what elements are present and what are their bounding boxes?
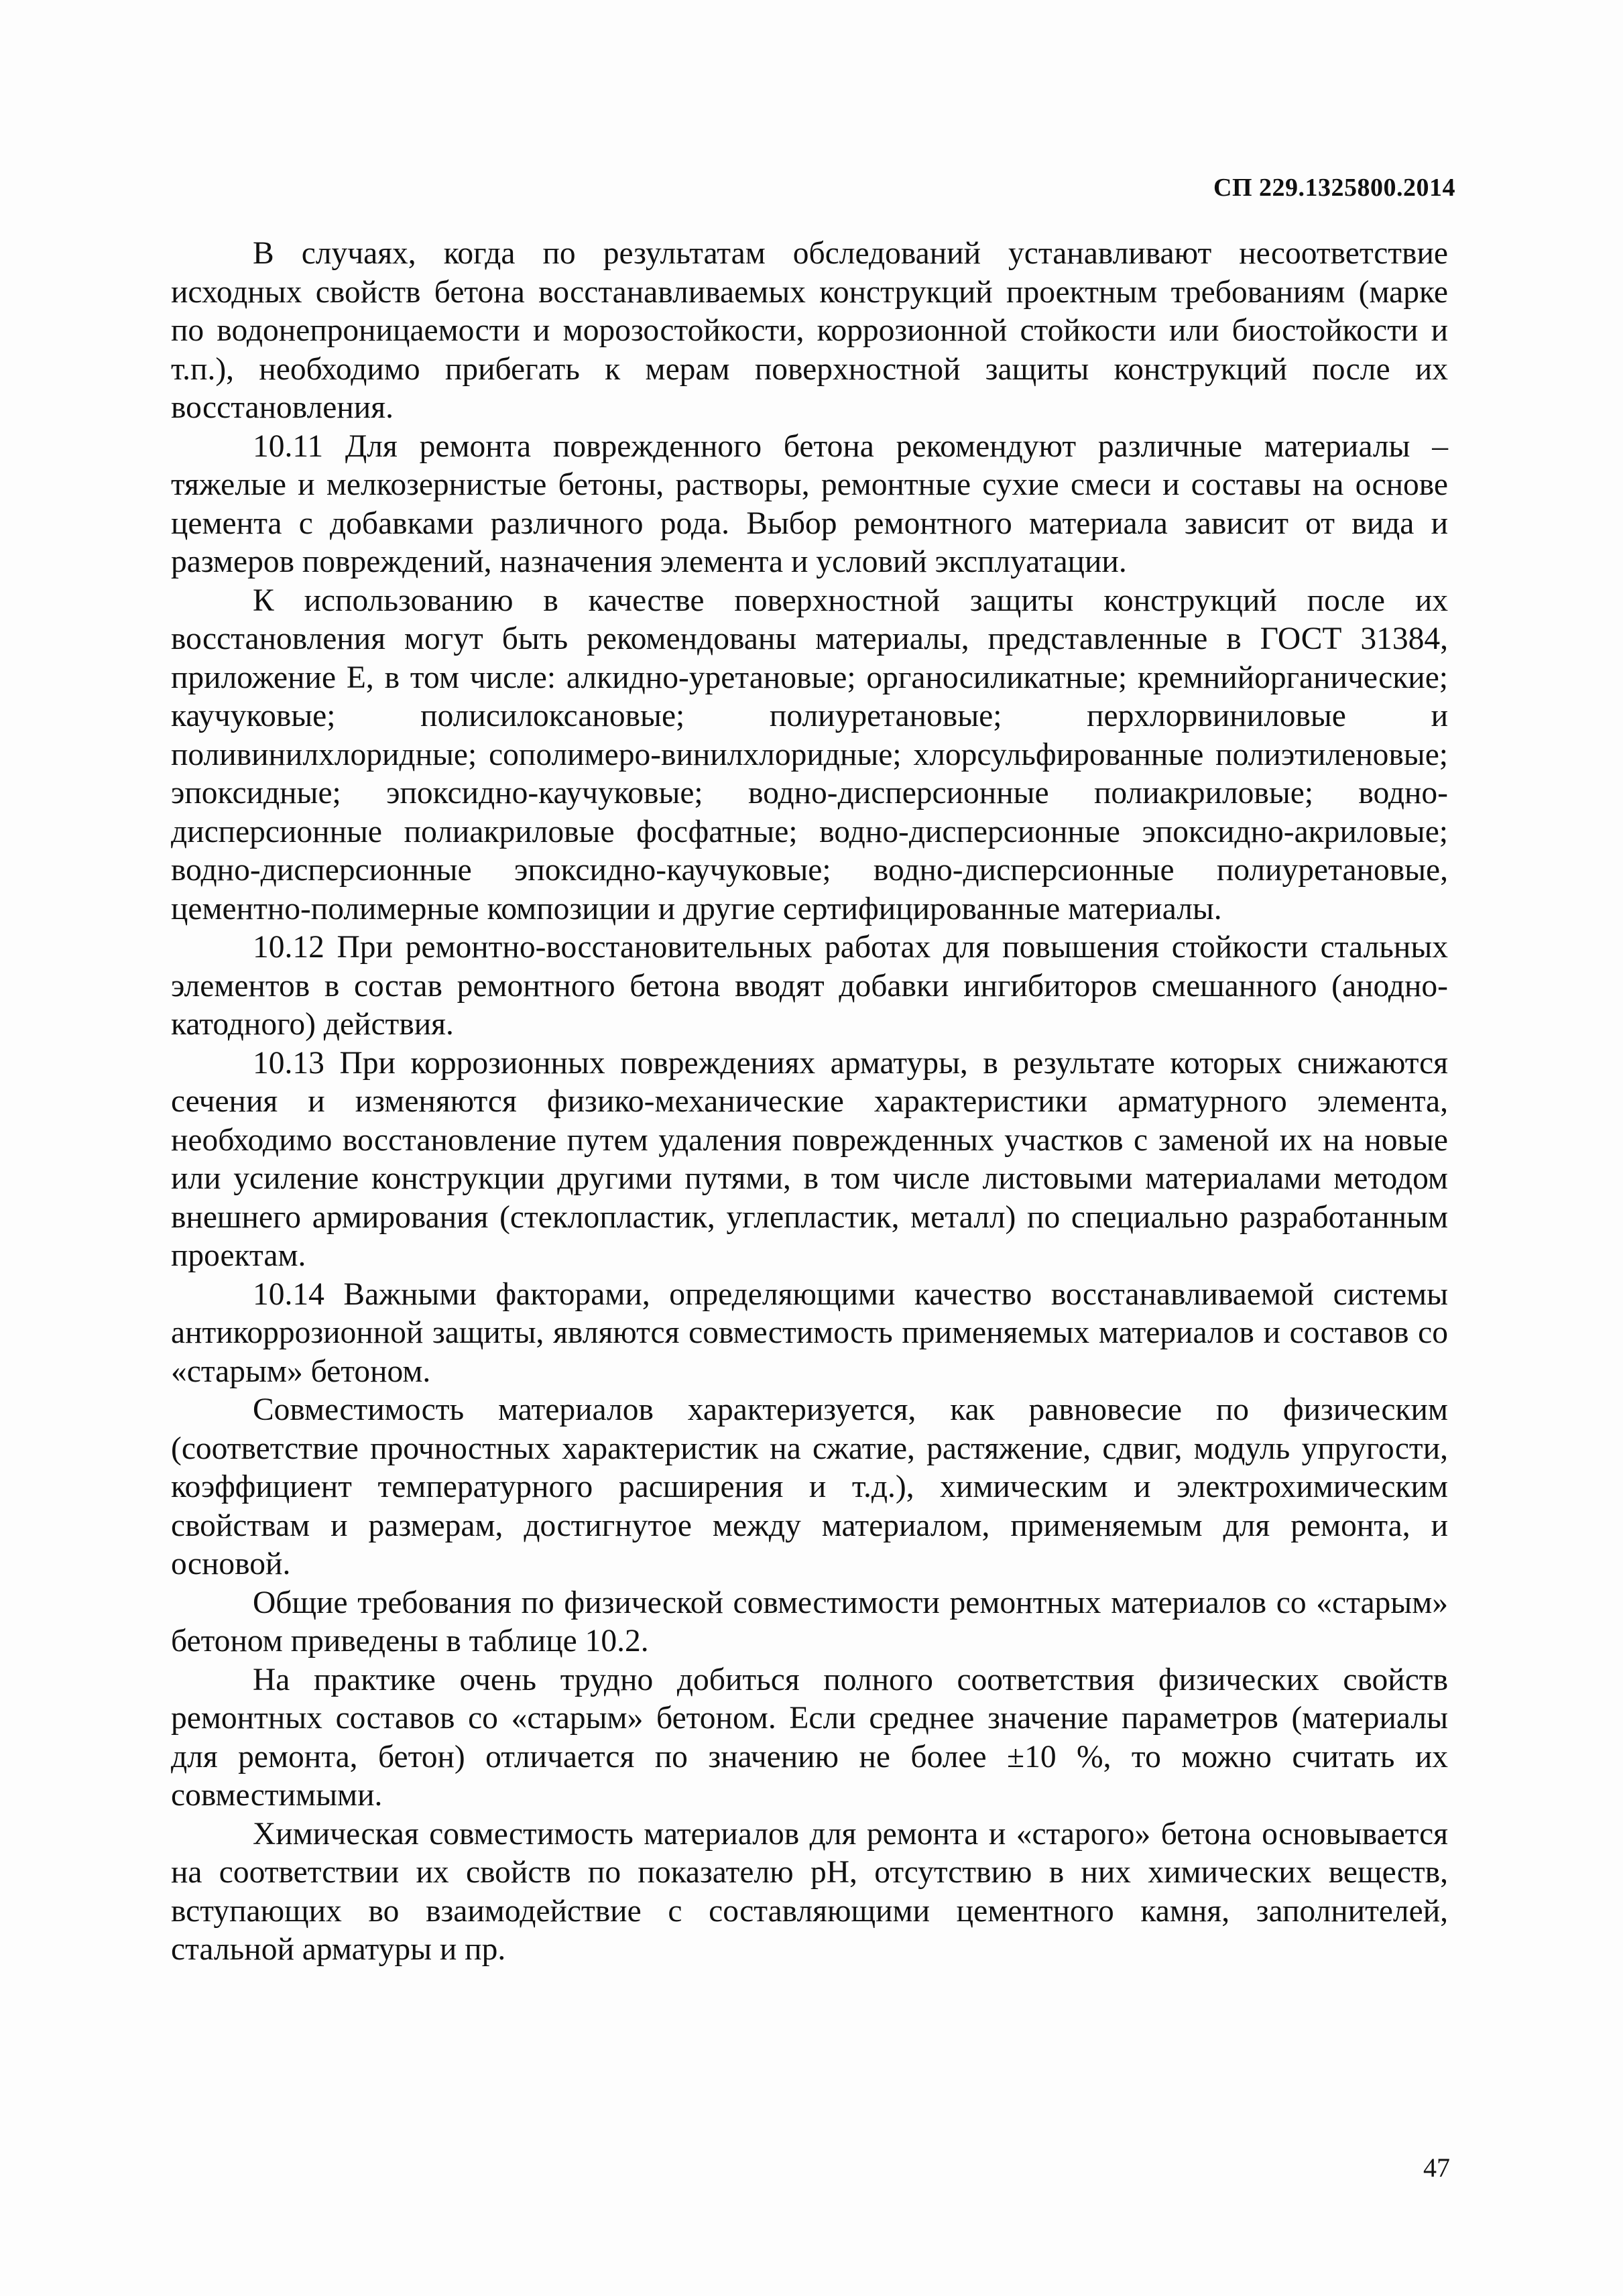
paragraph-practice: На практике очень трудно добиться полного соответствия физических свойств ремонтных составов со «старым» бетоном. Если среднее значение параметров (материалы для ремонта, бетон) отличается по значению не более ±10 %, то можно считать их совместимыми.: [171, 1662, 1448, 1813]
paragraph-compatibility: Совместимость материалов характеризуется, как равновесие по физическим (соответствие прочностных характеристик на сжатие, растяжение, сдвиг, модуль упругости, коэффициент температурного расширения и т.д.), химическим и электрохимическим свойствам и размерам, достигнутое между материалом, применяемым для ремонта, и основой.: [171, 1392, 1448, 1581]
paragraph-10-14: 10.14 Важными факторами, определяющими качество восстанавливаемой системы антикоррозионной защиты, являются совместимость применяемых материалов и составов со «старым» бетоном.: [171, 1276, 1448, 1389]
page-number: 47: [1423, 2153, 1450, 2183]
paragraph-10-13: 10.13 При коррозионных повреждениях арматуры, в результате которых снижаются сечения и изменяются физико-механические характеристики арматурного элемента, необходимо восстановление путем удаления поврежденных участков с заменой их на новые или усиление конструкции другими путями, в том числе листовыми материалами методом внешнего армирования (стеклопластик, углепластик, металл) по специально разработанным проектам.: [171, 1045, 1448, 1273]
paragraph-surface-protection: В случаях, когда по результатам обследований устанавливают несоответствие исходных свойств бетона восстанавливаемых конструкций проектным требованиям (марке по водонепроницаемости и морозостойкости, коррозионной стойкости или биостойкости и т.п.), необходимо прибегать к мерам поверхностной защиты конструкций после их восстановления.: [171, 236, 1448, 425]
paragraph-chemical-compatibility: Химическая совместимость материалов для ремонта и «старого» бетона основывается на соответствии их свойств по показателю pH, отсутствию в них химических веществ, вступающих во взаимодействие с составляющими цементного камня, заполнителей, стальной арматуры и пр.: [171, 1816, 1448, 1967]
body-text: [171, 235, 1448, 1970]
paragraph-10-12: 10.12 При ремонтно-восстановительных работах для повышения стойкости стальных элементов в состав ремонтного бетона вводят добавки ингибиторов смешанного (анодно-катодного) действия.: [171, 930, 1448, 1042]
paragraph-protection-materials: К использованию в качестве поверхностной защиты конструкций после их восстановления могут быть рекомендованы материалы, представленные в ГОСТ 31384, приложение Е, в том числе: алкидно-уретановые; органосиликатные; кремнийорганические; каучуковые; полисилоксановые; полиуретановые; перхлорвиниловые и поливинилхлоридные; сополимеро-винилхлоридные; хлорсульфированные полиэтиленовые; эпоксидные; эпоксидно-каучуковые; водно-дисперсионные полиакриловые; водно-дисперсионные полиакриловые фосфатные; водно-дисперсионные эпоксидно-акриловые; водно-дисперсионные эпоксидно-каучуковые; водно-дисперсионные полиуретановые, цементно-полимерные композиции и другие сертифицированные материалы.: [171, 583, 1448, 926]
paragraph-10-11: 10.11 Для ремонта поврежденного бетона рекомендуют различные материалы – тяжелые и мелкозернистые бетоны, растворы, ремонтные сухие смеси и составы на основе цемента с добавками различного рода. Выбор ремонтного материала зависит от вида и размеров повреждений, назначения элемента и условий эксплуатации.: [171, 428, 1448, 579]
document-code: СП 229.1325800.2014: [1213, 174, 1455, 202]
paragraph-general-requirements: Общие требования по физической совместимости ремонтных материалов со «старым» бетоном приведены в таблице 10.2.: [171, 1585, 1448, 1658]
